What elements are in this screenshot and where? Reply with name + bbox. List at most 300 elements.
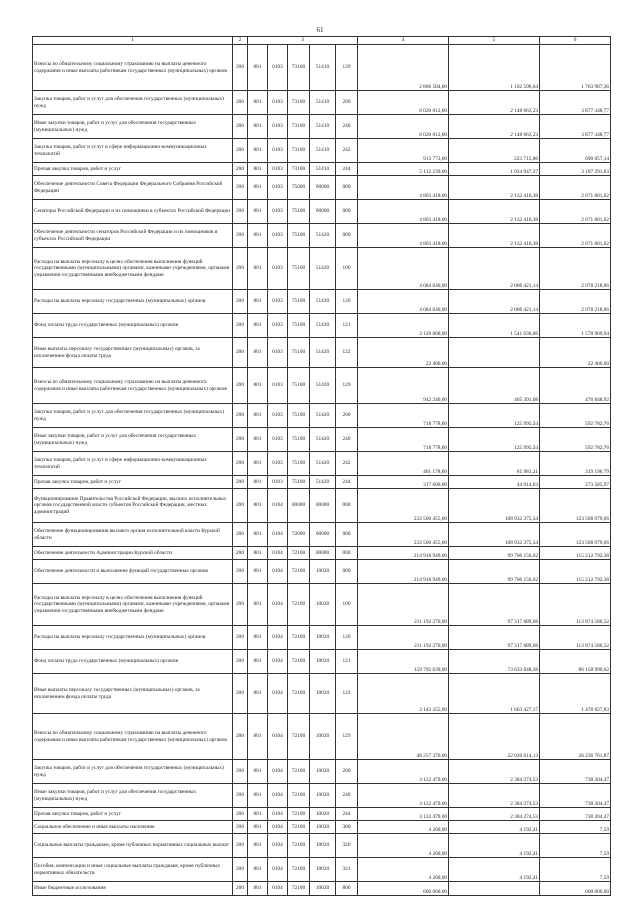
table-row — [33, 714, 611, 760]
code-cell: 10020 — [310, 808, 336, 821]
code-cell: 801 — [248, 626, 268, 650]
code-cell: 801 — [248, 858, 268, 882]
code-cell: 000 — [336, 200, 358, 224]
code-cell: 0104 — [268, 882, 288, 896]
amount-cell: 2 132 416,38 — [449, 200, 540, 224]
amount-cell: 1 763 987,36 — [540, 45, 611, 91]
code-cell: 100 — [336, 248, 358, 290]
code-cell: 51420 — [310, 368, 336, 404]
code-cell: 801 — [248, 404, 268, 428]
code-cell: 801 — [248, 163, 268, 176]
code-cell: 000 — [336, 547, 358, 560]
table-row — [33, 115, 611, 139]
code-cell: 0104 — [268, 547, 288, 560]
table-row — [33, 858, 611, 882]
code-cell: 0103 — [268, 428, 288, 452]
row-name-cell: Обеспечение деятельности и выполнение функций государственных органов — [33, 560, 233, 584]
table-row — [33, 882, 611, 896]
code-cell: 10020 — [310, 674, 336, 714]
code-cell: 75100 — [288, 290, 310, 314]
code-cell: 801 — [248, 45, 268, 91]
code-cell: 200 — [233, 808, 248, 821]
code-cell: 200 — [336, 91, 358, 115]
code-cell: 801 — [248, 314, 268, 338]
amount-cell: 115 212 792,38 — [540, 560, 611, 584]
header-row — [33, 37, 611, 45]
code-cell: 200 — [233, 489, 248, 523]
code-cell: 801 — [248, 139, 268, 163]
code-cell: 200 — [336, 760, 358, 784]
table-row — [33, 523, 611, 547]
code-cell: 801 — [248, 91, 268, 115]
table-row — [33, 200, 611, 224]
code-cell: 200 — [233, 476, 248, 489]
amount-cell: 4 192,41 — [449, 858, 540, 882]
code-cell: 801 — [248, 834, 268, 858]
code-cell: 200 — [233, 674, 248, 714]
amount-cell: 3 877 348,77 — [540, 115, 611, 139]
amount-cell: 2 148 663,23 — [449, 91, 540, 115]
amount-cell: 3 120 000,00 — [358, 314, 449, 338]
code-cell: 801 — [248, 523, 268, 547]
code-cell: 00000 — [310, 176, 336, 200]
code-cell: 00000 — [310, 200, 336, 224]
amount-cell: 7,59 — [540, 858, 611, 882]
code-cell: 200 — [233, 547, 248, 560]
amount-cell: 5 112 239,00 — [358, 163, 449, 176]
amount-cell: 2 132 416,38 — [449, 224, 540, 248]
code-cell: 73100 — [288, 45, 310, 91]
code-cell: 240 — [336, 115, 358, 139]
amount-cell: 1 541 030,06 — [449, 314, 540, 338]
row-name-cell: Расходы на выплаты персоналу государственных (муниципальных) органов — [33, 626, 233, 650]
code-cell: 72100 — [288, 547, 310, 560]
code-cell: 10020 — [310, 584, 336, 626]
code-cell: 10020 — [310, 760, 336, 784]
code-cell: 801 — [248, 547, 268, 560]
row-name-cell: Взносы по обязательному социальному страхованию на выплаты денежного содержания и иные выплаты работникам государственных (муниципальных) органов — [33, 714, 233, 760]
amount-cell: 718 778,00 — [358, 404, 449, 428]
amount-cell — [449, 338, 540, 368]
amount-cell: 3 122 479,00 — [358, 784, 449, 808]
amount-cell: 2 132 416,38 — [449, 176, 540, 200]
row-name-cell: Обеспечение деятельности Администрации Курской области — [33, 547, 233, 560]
amount-cell: 1 924 947,37 — [449, 163, 540, 176]
amount-cell: 223 715,86 — [449, 139, 540, 163]
code-cell: 72100 — [288, 714, 310, 760]
amount-cell: 4 200,00 — [358, 834, 449, 858]
code-cell: 200 — [233, 428, 248, 452]
code-cell: 75100 — [288, 338, 310, 368]
code-cell: 129 — [336, 45, 358, 91]
amount-cell: 2 006 421,14 — [449, 248, 540, 290]
code-cell: 10020 — [310, 650, 336, 674]
amount-cell: 22 400,00 — [358, 338, 449, 368]
code-cell: 75100 — [288, 476, 310, 489]
row-name-cell: Иные закупки товаров, работ и услуг для обеспечения государственных (муниципальных) нужд — [33, 115, 233, 139]
amount-cell: 738 204,47 — [540, 760, 611, 784]
amount-cell: 211 192 270,00 — [358, 584, 449, 626]
amount-cell: 690 057,14 — [540, 139, 611, 163]
table-row — [33, 404, 611, 428]
amount-cell — [449, 882, 540, 896]
table-row — [33, 760, 611, 784]
code-cell: 75100 — [288, 224, 310, 248]
code-cell: 200 — [233, 821, 248, 834]
row-name-cell: Обеспечение деятельности сенаторов Российской Федерации и их помощников в субъектах Российской Федерации — [33, 224, 233, 248]
code-cell: 72100 — [288, 821, 310, 834]
code-cell: 801 — [248, 338, 268, 368]
code-cell: 200 — [233, 45, 248, 91]
code-cell: 10020 — [310, 714, 336, 760]
amount-cell: 97 317 689,68 — [449, 626, 540, 650]
code-cell: 122 — [336, 338, 358, 368]
code-cell: 200 — [233, 626, 248, 650]
code-cell: 200 — [233, 248, 248, 290]
code-cell: 51420 — [310, 248, 336, 290]
code-cell: 73100 — [288, 115, 310, 139]
amount-cell: 214 918 949,00 — [358, 547, 449, 560]
code-cell: 200 — [336, 404, 358, 428]
code-cell: 72100 — [288, 784, 310, 808]
amount-cell: 476 848,92 — [540, 368, 611, 404]
amount-cell: 4 192,41 — [449, 821, 540, 834]
row-name-cell: Иные выплаты персоналу государственных (муниципальных) органов, за исключением фонда оплаты труда — [33, 338, 233, 368]
code-cell: 0103 — [268, 368, 288, 404]
code-cell: 0103 — [268, 290, 288, 314]
code-cell: 200 — [233, 560, 248, 584]
table-row — [33, 45, 611, 91]
code-cell: 72100 — [288, 650, 310, 674]
code-cell: 801 — [248, 714, 268, 760]
code-cell: 801 — [248, 808, 268, 821]
amount-cell: 99 706 156,62 — [449, 560, 540, 584]
row-name-cell: Закупка товаров, работ и услуг в сфере информационно-коммуникационных технологий — [33, 139, 233, 163]
code-cell: 00000 — [288, 489, 310, 523]
amount-cell: 22 020 614,13 — [449, 714, 540, 760]
code-cell: 801 — [248, 882, 268, 896]
amount-cell: 4 200,00 — [358, 821, 449, 834]
header-cell: 1 — [33, 37, 233, 45]
amount-cell: 273 585,97 — [540, 476, 611, 489]
table-row — [33, 163, 611, 176]
row-name-cell: Иные закупки товаров, работ и услуг для обеспечения государственных (муниципальных) нужд — [33, 428, 233, 452]
table-row — [33, 91, 611, 115]
code-cell: 200 — [233, 115, 248, 139]
code-cell: 100 — [336, 584, 358, 626]
code-cell: 0103 — [268, 224, 288, 248]
amount-cell: 2 384 274,53 — [449, 760, 540, 784]
code-cell: 0103 — [268, 452, 288, 476]
code-cell: 0104 — [268, 523, 288, 547]
amount-cell: 2 866 584,00 — [358, 45, 449, 91]
amount-cell: 465 391,08 — [449, 368, 540, 404]
amount-cell: 211 192 270,00 — [358, 626, 449, 650]
code-cell: 10020 — [310, 626, 336, 650]
amount-cell: 3 122 479,00 — [358, 808, 449, 821]
code-cell: 200 — [233, 714, 248, 760]
budget-table — [32, 36, 611, 896]
row-name-cell: Закупка товаров, работ и услуг для обеспечения государственных (муниципальных) нужд — [33, 404, 233, 428]
amount-cell: 1 102 596,64 — [449, 45, 540, 91]
code-cell: 801 — [248, 368, 268, 404]
code-cell: 0103 — [268, 248, 288, 290]
code-cell: 51420 — [310, 290, 336, 314]
amount-cell: 159 792 639,00 — [358, 650, 449, 674]
amount-cell: 125 995,24 — [449, 428, 540, 452]
amount-cell: 3 142 255,00 — [358, 674, 449, 714]
table-row — [33, 650, 611, 674]
code-cell: 0104 — [268, 834, 288, 858]
header-cell: 2 — [233, 37, 248, 45]
code-cell: 51420 — [310, 224, 336, 248]
code-cell: 801 — [248, 428, 268, 452]
code-cell: 00000 — [310, 489, 336, 523]
amount-cell: 718 778,00 — [358, 428, 449, 452]
code-cell: 200 — [233, 290, 248, 314]
code-cell: 200 — [233, 163, 248, 176]
amount-cell: 73 633 648,38 — [449, 650, 540, 674]
row-name-cell: Прочая закупка товаров, работ и услуг — [33, 476, 233, 489]
code-cell: 10020 — [310, 834, 336, 858]
amount-cell: 6 026 012,00 — [358, 91, 449, 115]
row-name-cell: Фонд оплаты труда государственных (муниципальных) органов — [33, 650, 233, 674]
amount-cell: 2 384 274,53 — [449, 784, 540, 808]
code-cell: 801 — [248, 224, 268, 248]
code-cell: 801 — [248, 674, 268, 714]
code-cell: 0104 — [268, 674, 288, 714]
header-cell: 6 — [540, 37, 611, 45]
code-cell: 120 — [336, 626, 358, 650]
amount-cell: 942 240,00 — [358, 368, 449, 404]
row-name-cell: Взносы по обязательному социальному страхованию на выплаты денежного содержания и иные выплаты работникам государственных (муниципальных) органов — [33, 368, 233, 404]
code-cell: 72100 — [288, 760, 310, 784]
amount-cell: 738 204,47 — [540, 784, 611, 808]
row-name-cell: Обеспечение функционирования высшего органа исполнительной власти Курской области — [33, 523, 233, 547]
code-cell: 72100 — [288, 858, 310, 882]
amount-cell: 123 568 079,66 — [540, 489, 611, 523]
code-cell: 10020 — [310, 882, 336, 896]
row-name-cell: Прочая закупка товаров, работ и услуг — [33, 808, 233, 821]
amount-cell: 3 877 348,77 — [540, 91, 611, 115]
code-cell: 0103 — [268, 91, 288, 115]
code-cell: 75000 — [288, 176, 310, 200]
code-cell: 000 — [336, 523, 358, 547]
amount-cell: 1 478 827,83 — [540, 674, 611, 714]
code-cell: 801 — [248, 200, 268, 224]
table-row — [33, 547, 611, 560]
code-cell: 000 — [336, 224, 358, 248]
row-name-cell: Расходы на выплаты персоналу в целях обеспечения выполнения функций государственными (муниципальными) органами, казенными учреждениями, органами управления государственными внебюджетными фондами — [33, 248, 233, 290]
code-cell: 0103 — [268, 314, 288, 338]
amount-cell: 99 706 156,62 — [449, 547, 540, 560]
row-name-cell: Иные бюджетные ассигнования — [33, 882, 233, 896]
table-row — [33, 428, 611, 452]
amount-cell: 319 196,79 — [540, 452, 611, 476]
code-cell: 200 — [233, 368, 248, 404]
code-cell: 242 — [336, 452, 358, 476]
code-cell: 200 — [233, 452, 248, 476]
code-cell: 0103 — [268, 476, 288, 489]
code-cell: 801 — [248, 489, 268, 523]
row-name-cell: Обеспечение деятельности Совета Федерации Федерального Собрания Российской Федерации — [33, 176, 233, 200]
code-cell: 200 — [233, 314, 248, 338]
code-cell: 244 — [336, 163, 358, 176]
code-cell: 00000 — [310, 523, 336, 547]
table-row — [33, 784, 611, 808]
code-cell: 801 — [248, 584, 268, 626]
code-cell: 0103 — [268, 115, 288, 139]
amount-cell: 4 192,41 — [449, 834, 540, 858]
code-cell: 129 — [336, 368, 358, 404]
code-cell: 72100 — [288, 808, 310, 821]
code-cell: 0103 — [268, 139, 288, 163]
code-cell: 72100 — [288, 626, 310, 650]
code-cell: 0104 — [268, 784, 288, 808]
code-cell: 000 — [336, 489, 358, 523]
amount-cell: 3 187 291,63 — [540, 163, 611, 176]
row-name-cell: Иные закупки товаров, работ и услуг для обеспечения государственных (муниципальных) нужд — [33, 784, 233, 808]
row-name-cell: Фонд оплаты труда государственных (муниципальных) органов — [33, 314, 233, 338]
code-cell: 51420 — [310, 338, 336, 368]
code-cell: 0103 — [268, 45, 288, 91]
code-cell: 121 — [336, 314, 358, 338]
table-row — [33, 560, 611, 584]
amount-cell: 3 122 479,00 — [358, 760, 449, 784]
amount-cell: 1 578 969,94 — [540, 314, 611, 338]
code-cell: 200 — [233, 91, 248, 115]
code-cell: 801 — [248, 290, 268, 314]
code-cell: 200 — [233, 338, 248, 368]
code-cell: 73100 — [288, 91, 310, 115]
code-cell: 200 — [233, 200, 248, 224]
code-cell: 000 — [336, 176, 358, 200]
code-cell: 51410 — [310, 45, 336, 91]
table-row — [33, 626, 611, 650]
code-cell: 200 — [233, 760, 248, 784]
code-cell: 300 — [336, 821, 358, 834]
code-cell: 240 — [336, 784, 358, 808]
code-cell: 240 — [336, 428, 358, 452]
code-cell: 73100 — [288, 163, 310, 176]
amount-cell: 214 918 949,00 — [358, 560, 449, 584]
code-cell: 801 — [248, 760, 268, 784]
row-name-cell: Расходы на выплаты персоналу в целях обеспечения выполнения функций государственными (муниципальными) органами, казенными учреждениями, органами управления государственными внебюджетными фондами — [33, 584, 233, 626]
code-cell: 801 — [248, 248, 268, 290]
code-cell: 75100 — [288, 452, 310, 476]
code-cell: 10020 — [310, 821, 336, 834]
code-cell: 801 — [248, 784, 268, 808]
code-cell: 801 — [248, 176, 268, 200]
amount-cell: 1 663 427,17 — [449, 674, 540, 714]
amount-cell: 2 006 421,14 — [449, 290, 540, 314]
amount-cell: 2 671 001,62 — [540, 224, 611, 248]
amount-cell: 22 400,00 — [540, 338, 611, 368]
code-cell: 200 — [233, 176, 248, 200]
amount-cell: 2 671 001,62 — [540, 200, 611, 224]
table-row — [33, 834, 611, 858]
code-cell: 200 — [233, 834, 248, 858]
code-cell: 0104 — [268, 714, 288, 760]
code-cell: 0103 — [268, 163, 288, 176]
amount-cell: 738 204,47 — [540, 808, 611, 821]
code-cell: 75100 — [288, 314, 310, 338]
code-cell: 75100 — [288, 428, 310, 452]
table-row — [33, 674, 611, 714]
amount-cell: 44 014,03 — [449, 476, 540, 489]
amount-cell: 115 212 792,38 — [540, 547, 611, 560]
amount-cell: 4 084 640,00 — [358, 248, 449, 290]
table-row — [33, 476, 611, 489]
code-cell: 122 — [336, 674, 358, 714]
row-name-cell: Расходы на выплаты персоналу государственных (муниципальных) органов — [33, 290, 233, 314]
code-cell: 10020 — [310, 858, 336, 882]
code-cell: 200 — [233, 784, 248, 808]
code-cell: 801 — [248, 476, 268, 489]
row-name-cell: Пособия, компенсации и иные социальные выплаты гражданам, кроме публичных нормативных обязательств — [33, 858, 233, 882]
code-cell: 0104 — [268, 489, 288, 523]
code-cell: 0103 — [268, 176, 288, 200]
code-cell: 801 — [248, 650, 268, 674]
row-name-cell: Сенаторы Российской Федерации и их помощники в субъектах Российской Федерации — [33, 200, 233, 224]
code-cell: 51420 — [310, 476, 336, 489]
code-cell: 120 — [336, 290, 358, 314]
amount-cell: 2 671 001,62 — [540, 176, 611, 200]
amount-cell: 123 568 079,66 — [540, 523, 611, 547]
code-cell: 0103 — [268, 200, 288, 224]
amount-cell: 113 874 580,32 — [540, 626, 611, 650]
table-row — [33, 314, 611, 338]
code-cell: 801 — [248, 115, 268, 139]
amount-cell: 108 932 375,34 — [449, 489, 540, 523]
code-cell: 75100 — [288, 200, 310, 224]
code-cell: 0104 — [268, 858, 288, 882]
amount-cell: 108 932 375,34 — [449, 523, 540, 547]
table-row — [33, 821, 611, 834]
code-cell: 320 — [336, 834, 358, 858]
amount-cell: 4 803 418,00 — [358, 200, 449, 224]
code-cell: 73100 — [288, 139, 310, 163]
amount-cell: 2 148 663,23 — [449, 115, 540, 139]
row-name-cell: Функционирование Правительства Российской Федерации, высших исполнительных органов государственной власти субъектов Российской Федерации, местных администраций — [33, 489, 233, 523]
code-cell: 244 — [336, 808, 358, 821]
code-cell: 75100 — [288, 404, 310, 428]
amount-cell: 4 803 418,00 — [358, 176, 449, 200]
code-cell: 0104 — [268, 650, 288, 674]
code-cell: 0104 — [268, 626, 288, 650]
code-cell: 321 — [336, 858, 358, 882]
code-cell: 200 — [233, 224, 248, 248]
code-cell: 51410 — [310, 91, 336, 115]
header-cell: 4 — [358, 37, 449, 45]
code-cell: 200 — [233, 139, 248, 163]
code-cell: 51410 — [310, 139, 336, 163]
amount-cell: 4 200,00 — [358, 858, 449, 882]
code-cell: 51410 — [310, 163, 336, 176]
amount-cell: 81 981,21 — [449, 452, 540, 476]
code-cell: 51420 — [310, 314, 336, 338]
amount-cell: 2 384 274,53 — [449, 808, 540, 821]
amount-cell: 6 026 012,00 — [358, 115, 449, 139]
amount-cell: 592 782,76 — [540, 404, 611, 428]
code-cell: 00000 — [310, 547, 336, 560]
code-cell: 72100 — [288, 882, 310, 896]
code-cell: 129 — [336, 714, 358, 760]
amount-cell: 125 995,24 — [449, 404, 540, 428]
code-cell: 10020 — [310, 784, 336, 808]
row-name-cell: Прочая закупка товаров, работ и услуг — [33, 163, 233, 176]
code-cell: 200 — [233, 404, 248, 428]
